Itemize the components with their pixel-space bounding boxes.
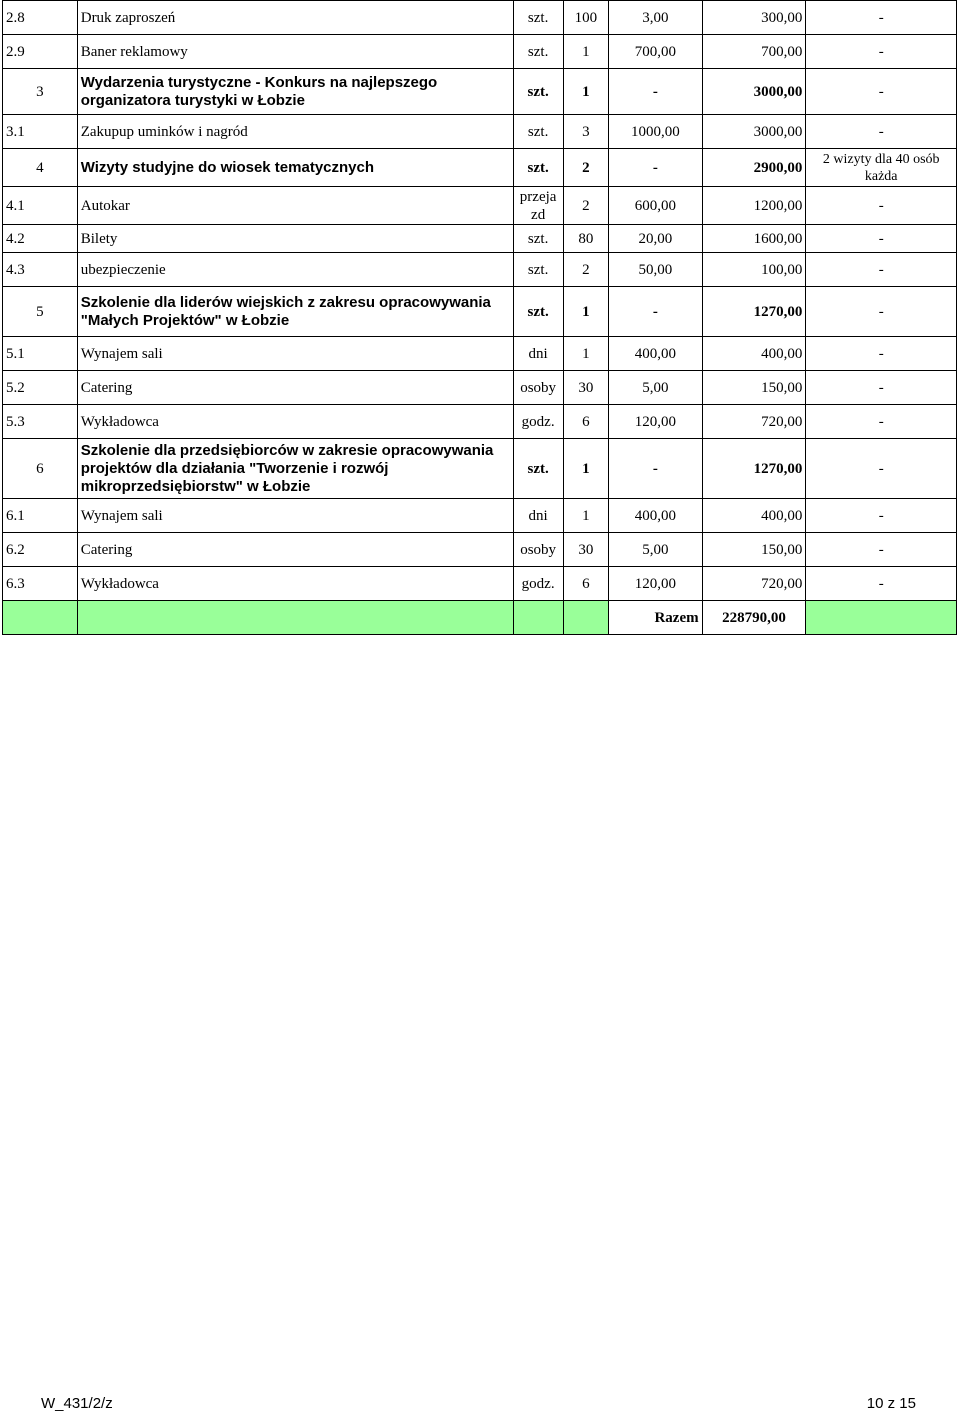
row-qty: 2	[563, 187, 609, 225]
row-total: 150,00	[702, 371, 806, 405]
row-note: -	[806, 115, 957, 149]
table-row	[3, 439, 957, 499]
row-total: 720,00	[702, 567, 806, 601]
row-note: -	[806, 439, 957, 499]
row-qty: 1	[563, 439, 609, 499]
row-id: 2.8	[3, 1, 78, 35]
row-id: 5.2	[3, 371, 78, 405]
row-price: 120,00	[609, 567, 702, 601]
row-id: 2.9	[3, 35, 78, 69]
row-id: 4.3	[3, 253, 78, 287]
row-unit: szt.	[513, 69, 563, 115]
row-unit: szt.	[513, 1, 563, 35]
table-row	[3, 405, 957, 439]
row-id: 5.3	[3, 405, 78, 439]
row-name: Wydarzenia turystyczne - Konkurs na najlepszego organizatora turystyki w Łobzie	[77, 69, 513, 115]
table-row	[3, 253, 957, 287]
row-name: Wynajem sali	[77, 499, 513, 533]
budget-table	[2, 0, 957, 635]
row-qty: 2	[563, 253, 609, 287]
row-qty: 6	[563, 405, 609, 439]
row-total: 400,00	[702, 499, 806, 533]
row-qty: 80	[563, 225, 609, 253]
row-name: Wykładowca	[77, 405, 513, 439]
row-id: 3	[3, 69, 78, 115]
row-id: 6	[3, 439, 78, 499]
row-name: Wizyty studyjne do wiosek tematycznych	[77, 149, 513, 187]
row-total: 700,00	[702, 35, 806, 69]
row-total: 2900,00	[702, 149, 806, 187]
row-qty: 30	[563, 533, 609, 567]
row-note: -	[806, 405, 957, 439]
row-name: ubezpieczenie	[77, 253, 513, 287]
row-unit: osoby	[513, 533, 563, 567]
row-unit: szt.	[513, 439, 563, 499]
row-total: 720,00	[702, 405, 806, 439]
row-qty: 1	[563, 337, 609, 371]
row-id: 4.1	[3, 187, 78, 225]
row-note: -	[806, 1, 957, 35]
row-price: -	[609, 287, 702, 337]
row-price: 700,00	[609, 35, 702, 69]
row-name: Szkolenie dla liderów wiejskich z zakresu opracowywania "Małych Projektów" w Łobzie	[77, 287, 513, 337]
table-row	[3, 69, 957, 115]
row-price: 120,00	[609, 405, 702, 439]
row-unit: szt.	[513, 149, 563, 187]
row-total: 3000,00	[702, 115, 806, 149]
row-id: 6.3	[3, 567, 78, 601]
row-unit: szt.	[513, 287, 563, 337]
row-price: -	[609, 69, 702, 115]
row-qty: 1	[563, 287, 609, 337]
table-row	[3, 115, 957, 149]
row-unit: godz.	[513, 567, 563, 601]
table-row	[3, 533, 957, 567]
row-qty: 1	[563, 69, 609, 115]
table-row	[3, 225, 957, 253]
row-name: Catering	[77, 533, 513, 567]
row-qty: 3	[563, 115, 609, 149]
row-id: 4.2	[3, 225, 78, 253]
row-price: 5,00	[609, 371, 702, 405]
row-name: Zakupup uminków i nagród	[77, 115, 513, 149]
row-id: 5.1	[3, 337, 78, 371]
row-total: 100,00	[702, 253, 806, 287]
table-row	[3, 499, 957, 533]
row-name: Autokar	[77, 187, 513, 225]
summary-label: Razem	[609, 601, 702, 635]
document-id: W_431/2/z	[41, 1395, 113, 1412]
row-unit: szt.	[513, 35, 563, 69]
row-unit: szt.	[513, 115, 563, 149]
table-row	[3, 567, 957, 601]
row-note: -	[806, 287, 957, 337]
summary-row	[3, 601, 957, 635]
row-note: -	[806, 187, 957, 225]
row-note: -	[806, 371, 957, 405]
row-price: 5,00	[609, 533, 702, 567]
row-total: 1200,00	[702, 187, 806, 225]
row-price: -	[609, 439, 702, 499]
row-qty: 1	[563, 499, 609, 533]
table-row	[3, 371, 957, 405]
row-price: -	[609, 149, 702, 187]
row-name: Szkolenie dla przedsiębiorców w zakresie opracowywania projektów dla działania "Tworzenie i rozwój mikroprzedsiębiorstw" w Łobzie	[77, 439, 513, 499]
row-qty: 1	[563, 35, 609, 69]
table-row	[3, 287, 957, 337]
row-qty: 6	[563, 567, 609, 601]
row-name: Wynajem sali	[77, 337, 513, 371]
row-note: -	[806, 567, 957, 601]
row-id: 6.2	[3, 533, 78, 567]
row-note: -	[806, 225, 957, 253]
row-total: 1270,00	[702, 439, 806, 499]
table-row	[3, 1, 957, 35]
row-total: 300,00	[702, 1, 806, 35]
row-note: -	[806, 337, 957, 371]
row-unit: szt.	[513, 253, 563, 287]
row-unit: przeja zd	[513, 187, 563, 225]
row-unit: osoby	[513, 371, 563, 405]
table-row	[3, 187, 957, 225]
row-note: 2 wizyty dla 40 osób każda	[806, 149, 957, 187]
row-price: 400,00	[609, 337, 702, 371]
row-note: -	[806, 533, 957, 567]
row-qty: 2	[563, 149, 609, 187]
row-total: 150,00	[702, 533, 806, 567]
row-total: 400,00	[702, 337, 806, 371]
row-id: 3.1	[3, 115, 78, 149]
row-price: 50,00	[609, 253, 702, 287]
row-note: -	[806, 69, 957, 115]
row-note: -	[806, 35, 957, 69]
row-name: Bilety	[77, 225, 513, 253]
row-unit: dni	[513, 337, 563, 371]
row-id: 5	[3, 287, 78, 337]
row-total: 1600,00	[702, 225, 806, 253]
row-price: 3,00	[609, 1, 702, 35]
row-name: Druk zaproszeń	[77, 1, 513, 35]
row-note: -	[806, 499, 957, 533]
row-name: Baner reklamowy	[77, 35, 513, 69]
row-price: 20,00	[609, 225, 702, 253]
row-name: Wykładowca	[77, 567, 513, 601]
table-row	[3, 35, 957, 69]
row-total: 3000,00	[702, 69, 806, 115]
row-qty: 100	[563, 1, 609, 35]
summary-total: 228790,00	[702, 601, 806, 635]
page-number: 10 z 15	[866, 1395, 916, 1412]
table-row	[3, 149, 957, 187]
row-unit: dni	[513, 499, 563, 533]
row-id: 4	[3, 149, 78, 187]
row-id: 6.1	[3, 499, 78, 533]
row-unit: szt.	[513, 225, 563, 253]
row-name: Catering	[77, 371, 513, 405]
row-total: 1270,00	[702, 287, 806, 337]
row-unit: godz.	[513, 405, 563, 439]
row-price: 400,00	[609, 499, 702, 533]
row-qty: 30	[563, 371, 609, 405]
row-price: 1000,00	[609, 115, 702, 149]
table-row	[3, 337, 957, 371]
row-price: 600,00	[609, 187, 702, 225]
row-note: -	[806, 253, 957, 287]
